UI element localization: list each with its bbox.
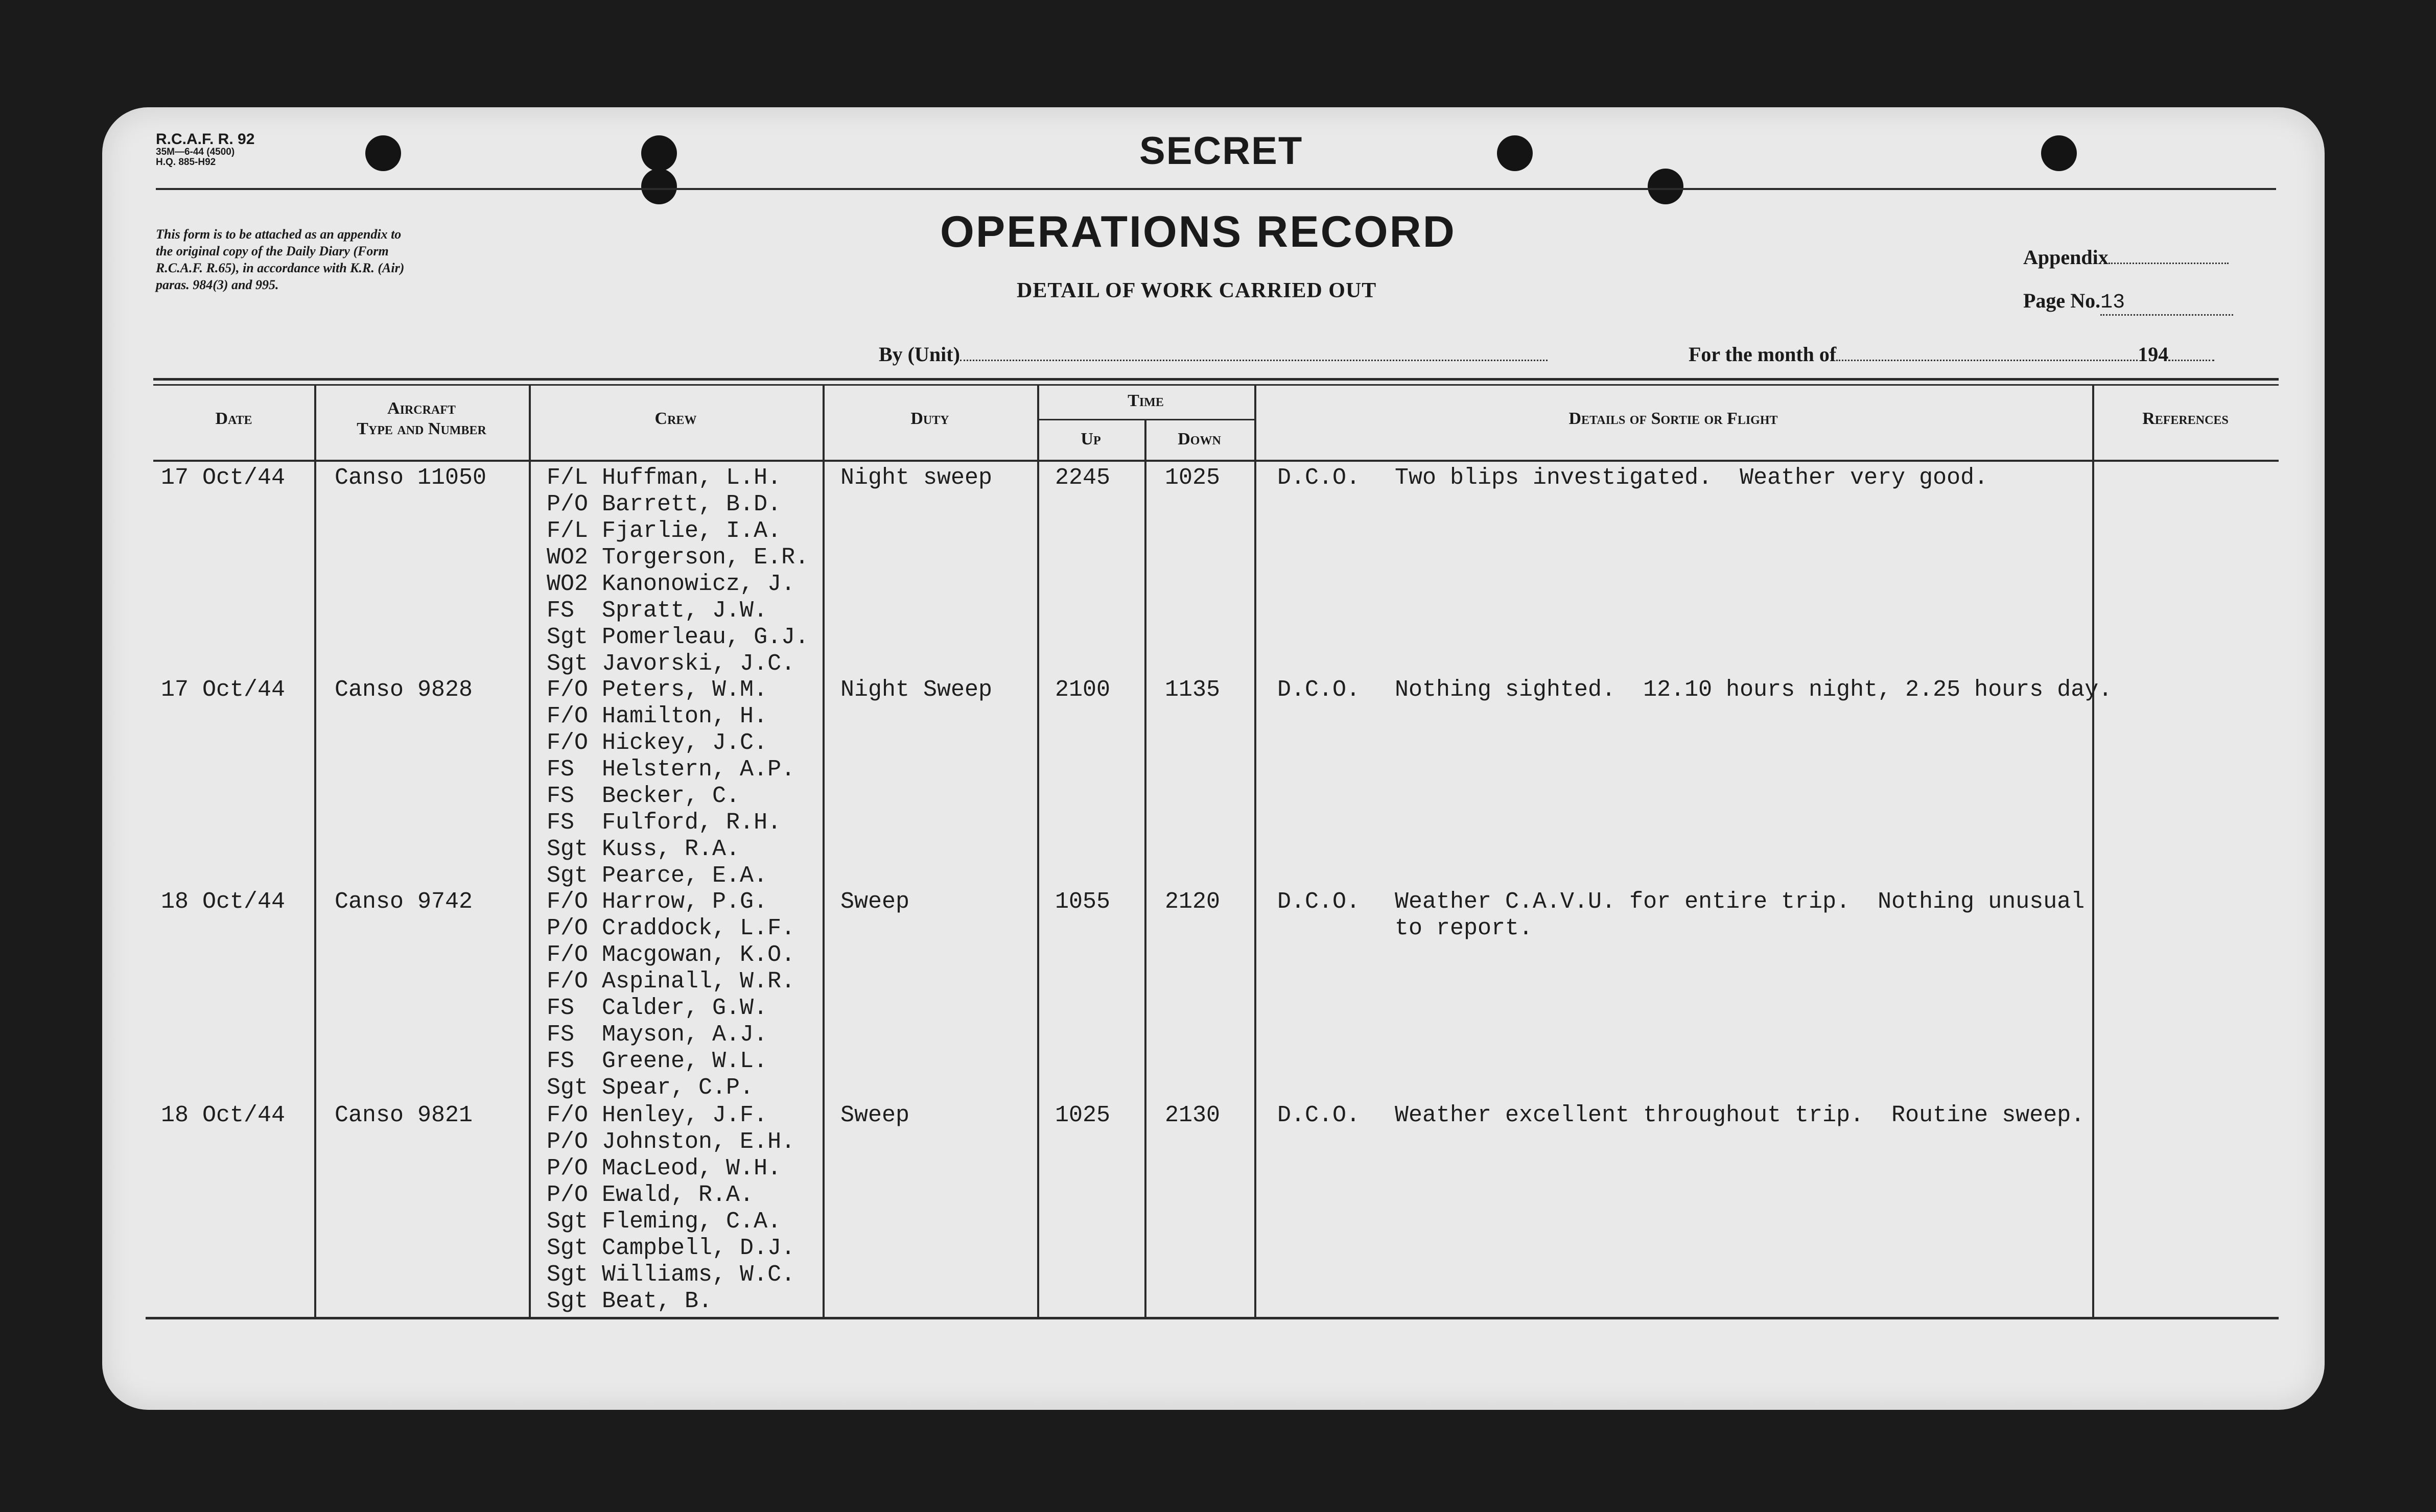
crew-member: Sgt Pomerleau, G.J. <box>547 624 809 650</box>
page-number-value: 13 <box>2100 291 2233 316</box>
crew-member: Sgt Beat, B. <box>547 1288 713 1314</box>
entry-time-down: 1135 <box>1165 677 1221 703</box>
crew-member: WO2 Kanonowicz, J. <box>547 571 795 597</box>
entry-aircraft: Canso 9742 <box>335 889 473 915</box>
column-header-aircraft-line: Type and Number <box>357 419 486 438</box>
column-header-time: Time <box>1128 391 1164 410</box>
crew-member: Sgt Javorski, J.C. <box>547 651 795 677</box>
entry-time-up: 1025 <box>1055 1102 1111 1128</box>
entry-date: 17 Oct/44 <box>161 465 286 491</box>
entry-code: D.C.O. <box>1277 889 1361 915</box>
crew-member: FS Greene, W.L. <box>547 1048 768 1074</box>
entry-date: 18 Oct/44 <box>161 1102 286 1128</box>
crew-member: Sgt Pearce, E.A. <box>547 863 768 889</box>
crew-member: Sgt Fleming, C.A. <box>547 1209 782 1235</box>
punch-hole <box>641 169 677 204</box>
entry-details: Weather C.A.V.U. for entire trip. Nothing unusual <box>1395 889 2085 915</box>
column-header-references: References <box>2142 409 2229 428</box>
crew-member: FS Mayson, A.J. <box>547 1022 768 1048</box>
appendix-field <box>2023 245 2229 269</box>
column-divider <box>2092 386 2094 1318</box>
crew-member: Sgt Spear, C.P. <box>547 1075 754 1101</box>
month-field <box>1689 342 2214 366</box>
column-header-duty: Duty <box>910 409 949 428</box>
crew-member: P/O Johnston, E.H. <box>547 1129 795 1155</box>
column-divider <box>1144 419 1146 1318</box>
column-divider <box>1254 386 1256 1318</box>
column-divider <box>529 386 531 1318</box>
column-divider <box>1037 386 1039 1318</box>
column-header-aircraft-line: Aircraft <box>387 399 456 418</box>
entry-duty: Night Sweep <box>840 677 993 703</box>
entry-code: D.C.O. <box>1277 1102 1361 1128</box>
entry-time-up: 2100 <box>1055 677 1111 703</box>
entry-duty: Night sweep <box>840 465 993 491</box>
column-divider <box>823 386 825 1318</box>
column-header-down: Down <box>1178 430 1221 448</box>
crew-member: F/L Fjarlie, I.A. <box>547 518 782 544</box>
column-header-date: Date <box>215 409 252 428</box>
crew-member: P/O Barrett, B.D. <box>547 491 782 517</box>
entry-code: D.C.O. <box>1277 465 1361 491</box>
table-top-rule <box>153 384 2279 386</box>
entry-date: 18 Oct/44 <box>161 889 286 915</box>
table-top-rule <box>153 378 2279 381</box>
entry-duty: Sweep <box>840 1102 910 1128</box>
operations-record-card <box>102 107 2325 1410</box>
punch-hole <box>2041 135 2077 171</box>
crew-member: FS Becker, C. <box>547 783 740 809</box>
page-number-field <box>2023 289 2233 316</box>
entry-aircraft: Canso 11050 <box>335 465 487 491</box>
column-header-up: Up <box>1081 430 1101 448</box>
crew-member: P/O Craddock, L.F. <box>547 915 795 941</box>
crew-member: F/O Macgowan, K.O. <box>547 942 795 968</box>
form-code-line: R.C.A.F. R. 92 <box>156 131 255 148</box>
entry-code: D.C.O. <box>1277 677 1361 703</box>
header-bottom-rule <box>153 460 2279 462</box>
punch-hole <box>1497 135 1533 171</box>
column-header-details: Details of Sortie or Flight <box>1568 409 1778 428</box>
entry-details: to report. <box>1395 915 1533 941</box>
crew-member: FS Fulford, R.H. <box>547 810 782 836</box>
appendix-blank <box>2109 263 2229 264</box>
column-header-aircraft <box>314 398 529 439</box>
month-label: For the month of <box>1689 343 1837 366</box>
entry-details: Weather excellent throughout trip. Routine sweep. <box>1395 1102 2085 1128</box>
form-code <box>156 132 254 168</box>
entry-time-down: 1025 <box>1165 465 1221 491</box>
form-code-line: 35M—6-44 (4500) <box>156 147 235 157</box>
page-subtitle: DETAIL OF WORK CARRIED OUT <box>1017 279 1377 302</box>
column-header-crew: Crew <box>654 409 697 428</box>
entry-time-up: 2245 <box>1055 465 1111 491</box>
entry-aircraft: Canso 9821 <box>335 1102 473 1128</box>
classification-stamp: SECRET <box>1139 129 1303 173</box>
crew-member: F/O Peters, W.M. <box>547 677 768 703</box>
entry-details: Two blips investigated. Weather very good. <box>1395 465 1988 491</box>
year-label: 194 <box>2138 343 2169 366</box>
crew-member: F/O Hamilton, H. <box>547 703 768 729</box>
crew-member: Sgt Kuss, R.A. <box>547 836 740 862</box>
month-blank <box>1836 360 2138 361</box>
entry-time-up: 1055 <box>1055 889 1111 915</box>
crew-member: F/L Huffman, L.H. <box>547 465 782 491</box>
crew-member: FS Spratt, J.W. <box>547 598 768 624</box>
entry-time-down: 2130 <box>1165 1102 1221 1128</box>
unit-blank <box>960 360 1548 361</box>
crew-member: F/O Henley, J.F. <box>547 1102 768 1128</box>
unit-label: By (Unit) <box>879 343 960 366</box>
punch-hole <box>365 135 401 171</box>
column-divider <box>314 386 316 1318</box>
attachment-instruction: This form is to be attached as an appendix to the original copy of the Daily Diary (Form R.C.A.F. R.65), in accordance with K.R. (Air) paras. 984(3) and 995. <box>156 227 405 292</box>
appendix-label: Appendix <box>2023 246 2109 269</box>
unit-field <box>879 342 1548 366</box>
entry-time-down: 2120 <box>1165 889 1221 915</box>
crew-member: Sgt Campbell, D.J. <box>547 1235 795 1261</box>
crew-member: F/O Hickey, J.C. <box>547 730 768 756</box>
crew-member: Sgt Williams, W.C. <box>547 1262 795 1288</box>
crew-member: P/O Ewald, R.A. <box>547 1182 754 1208</box>
crew-member: F/O Aspinall, W.R. <box>547 968 795 995</box>
top-rule <box>156 188 2276 190</box>
year-blank <box>2168 360 2214 361</box>
entry-details: Nothing sighted. 12.10 hours night, 2.25 hours day. <box>1395 677 2113 703</box>
entry-aircraft: Canso 9828 <box>335 677 473 703</box>
crew-member: F/O Harrow, P.G. <box>547 889 768 915</box>
punch-hole <box>641 135 677 171</box>
crew-member: FS Helstern, A.P. <box>547 757 795 783</box>
form-code-line: H.Q. 885-H92 <box>156 157 216 168</box>
crew-member: WO2 Torgerson, E.R. <box>547 545 809 571</box>
page-number-label: Page No. <box>2023 289 2101 312</box>
entry-date: 17 Oct/44 <box>161 677 286 703</box>
table-bottom-rule <box>146 1317 2279 1319</box>
entry-duty: Sweep <box>840 889 910 915</box>
crew-member: FS Calder, G.W. <box>547 995 768 1021</box>
crew-member: P/O MacLeod, W.H. <box>547 1155 782 1182</box>
punch-hole <box>1648 169 1683 204</box>
page-title: OPERATIONS RECORD <box>940 207 1456 256</box>
